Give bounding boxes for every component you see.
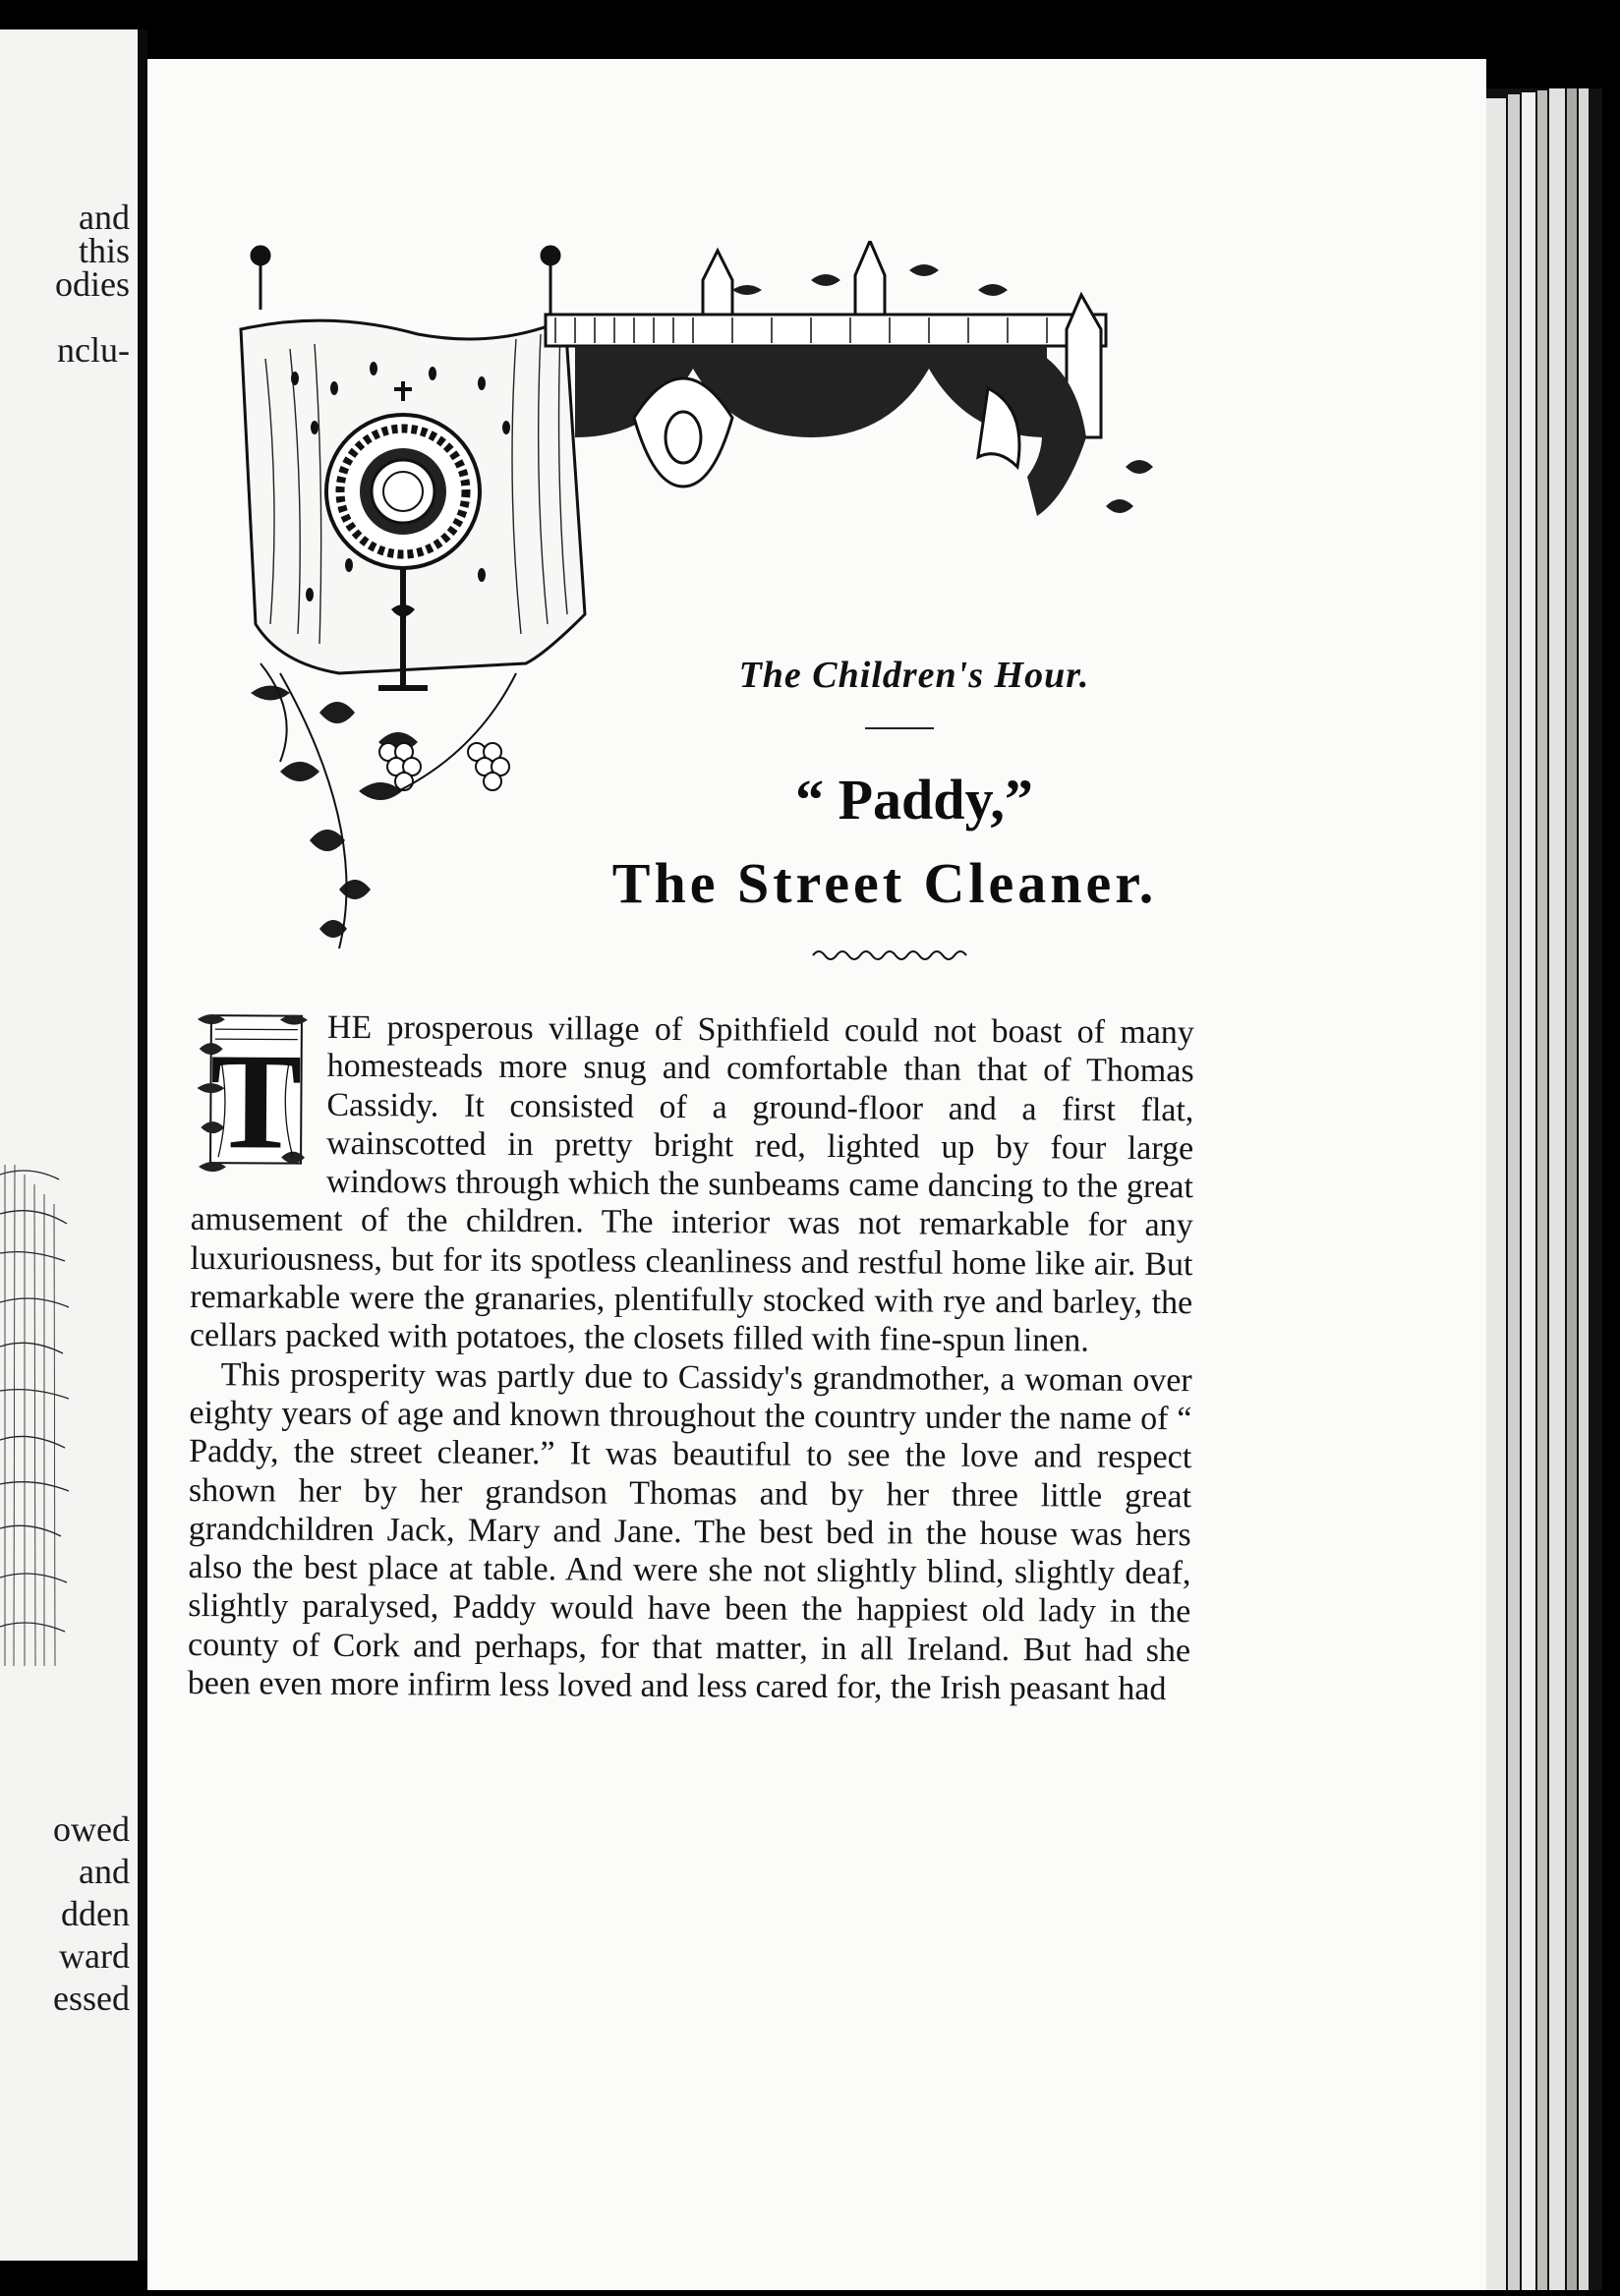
left-page-line: and (79, 1852, 130, 1891)
paragraph-1 (190, 1007, 1194, 1361)
left-page-line: ward (59, 1936, 130, 1976)
section-title: The Children's Hour. (738, 655, 1090, 696)
story-title-line1: “ Paddy,” (795, 768, 1033, 832)
story-body (185, 1007, 1194, 2085)
left-page-line: this (78, 231, 130, 270)
wavy-divider (811, 944, 968, 965)
left-page-line: owed (53, 1809, 130, 1849)
left-page-line: and (79, 198, 130, 237)
left-facing-page (0, 29, 147, 2261)
first-word-rest: HE (326, 1008, 373, 1047)
left-page-line: odies (55, 264, 130, 304)
paragraph-1-text: prosperous village of Spithfield could not boast of many homesteads more snug and comfortable than that of Thomas Cassidy. It consisted of a ground-floor and a first flat, wainscotted in pretty bright red, lighted up by four large windows through which the sunbeams came dancing to the great amusement of the children. The interior was not remarkable for any luxuriousness, but for its spotless cleanliness and restful home like air. But remarkable were the granaries, plentifully stocked with rye and barley, the cellars packed with potatoes, the closets filled with fine-spun linen. (189, 1009, 1194, 1359)
page-edges (1486, 88, 1602, 2290)
left-page-line: nclu- (57, 330, 130, 370)
left-page-line: dden (61, 1894, 130, 1933)
left-page-line: essed (53, 1979, 130, 2018)
title-divider (865, 727, 934, 729)
story-title-line2: The Street Cleaner. (611, 851, 1158, 915)
drop-cap-letter: T (209, 1025, 303, 1178)
illuminated-drop-cap (191, 1009, 310, 1179)
paragraph-2: This prosperity was partly due to Cassidy's grandmother, a woman over eighty years of age and known throughout the country under the name of “ Paddy, the street cleaner.” It was beautiful to see the love and respect shown her by her grandson Thomas and by her three little great grandchildren Jack, Mary and Jane. The best bed in the house was hers also the best place at table. And were she not slightly blind, slightly deaf, slightly paralysed, Paddy would have been the happiest old lady in the county of Cork and perhaps, for that matter, in all Ireland. But had she been even more infirm less loved and less cared for, the Irish peasant had (187, 1355, 1192, 1708)
left-page-engraving (0, 1135, 69, 1686)
